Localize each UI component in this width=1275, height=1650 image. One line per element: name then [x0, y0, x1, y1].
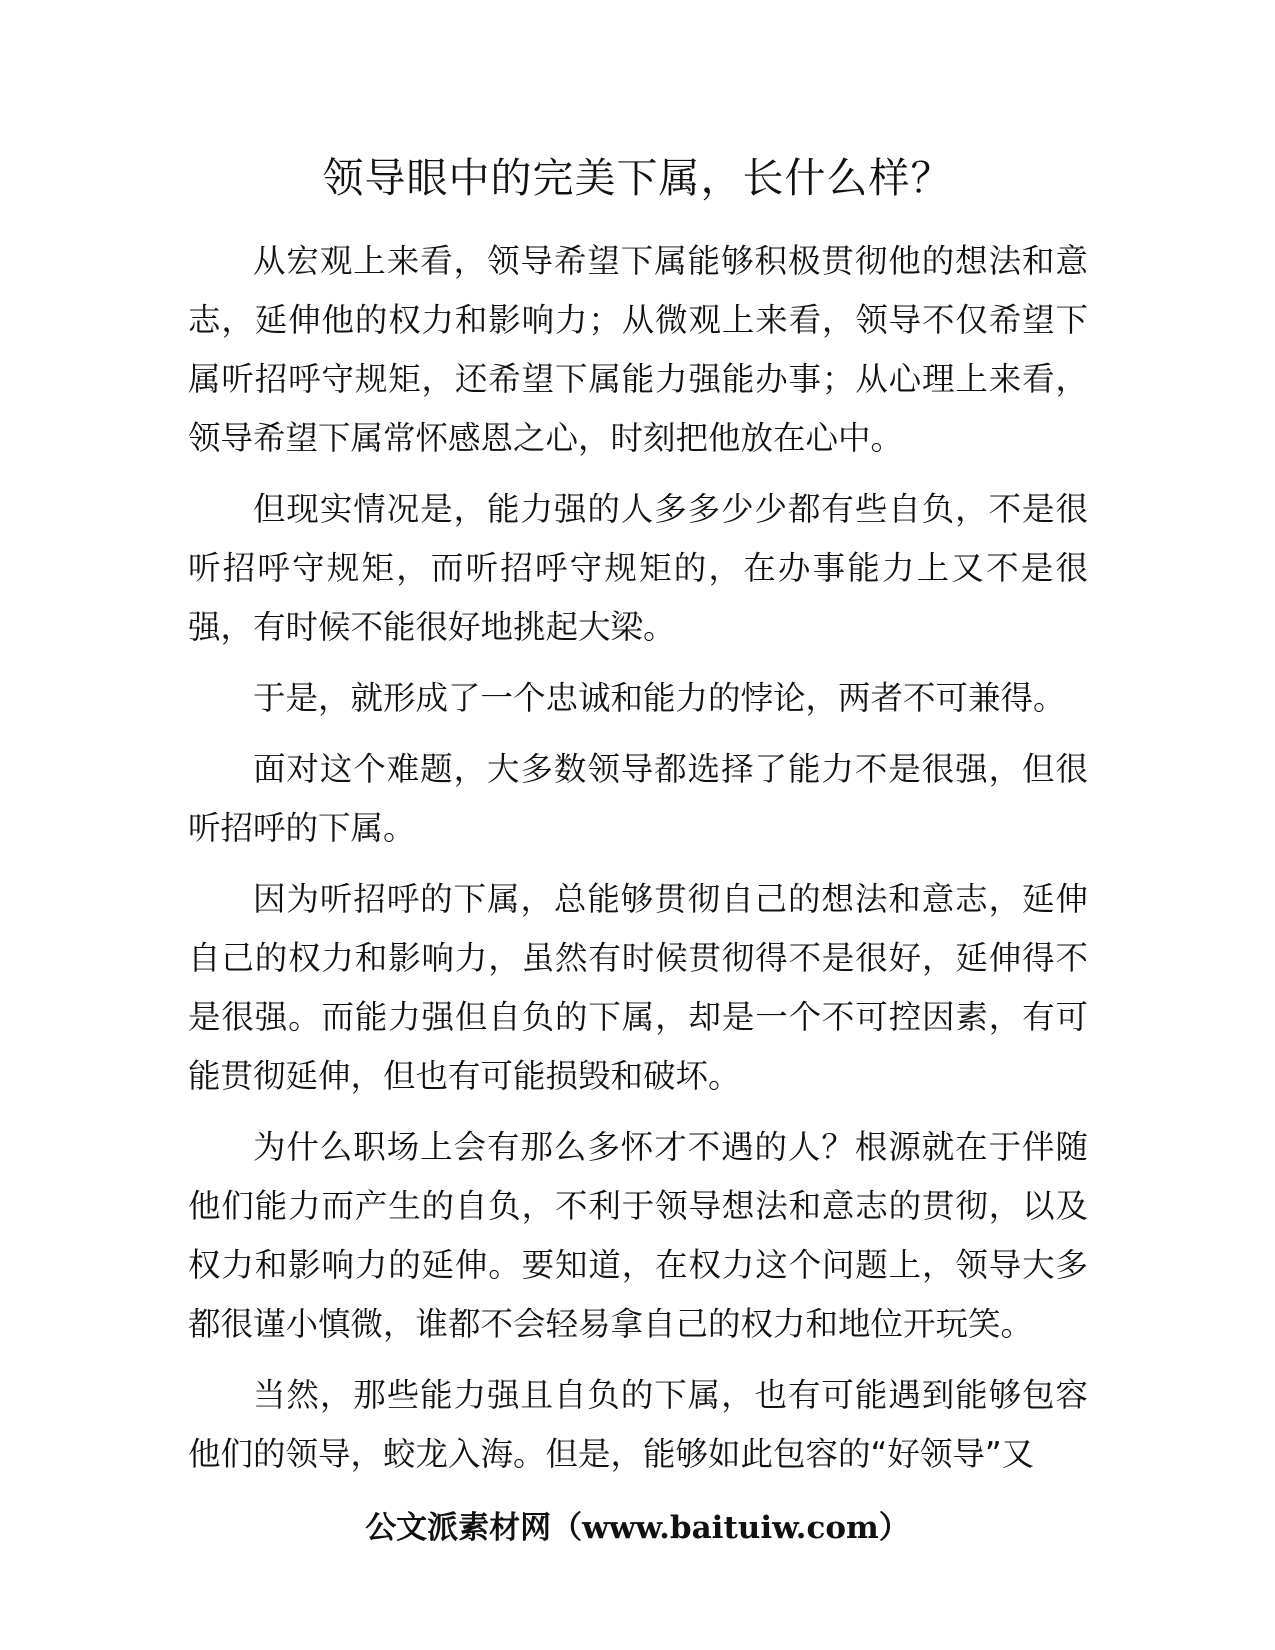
- paragraph: 面对这个难题，大多数领导都选择了能力不是很强，但很听招呼的下属。: [188, 750, 1088, 847]
- page-footer: 公文派素材网（www.baituiw.com）: [365, 1510, 910, 1546]
- document-body: [188, 232, 1088, 1496]
- document-title: 领导眼中的完美下属，长什么样？: [322, 154, 953, 202]
- paragraph: 当然，那些能力强且自负的下属，也有可能遇到能够包容他们的领导，蛟龙入海。但是，能够如此包容的“好领导”又: [188, 1376, 1088, 1473]
- paragraph: 因为听招呼的下属，总能够贯彻自己的想法和意志，延伸自己的权力和影响力，虽然有时候贯彻得不是很好，延伸得不是很强。而能力强但自负的下属，却是一个不可控因素，有可能贯彻延伸，但也有可能损毁和破坏。: [188, 880, 1088, 1095]
- paragraph: 但现实情况是，能力强的人多多少少都有些自负，不是很听招呼守规矩，而听招呼守规矩的，在办事能力上又不是很强，有时候不能很好地挑起大梁。: [188, 490, 1088, 646]
- paragraph: 从宏观上来看，领导希望下属能够积极贯彻他的想法和意志，延伸他的权力和影响力；从微观上来看，领导不仅希望下属听招呼守规矩，还希望下属能力强能办事；从心理上来看，领导希望下属常怀感恩之心，时刻把他放在心中。: [188, 242, 1088, 457]
- paragraph: 为什么职场上会有那么多怀才不遇的人？根源就在于伴随他们能力而产生的自负，不利于领导想法和意志的贯彻，以及权力和影响力的延伸。要知道，在权力这个问题上，领导大多都很谨小慎微，谁都不会轻易拿自己的权力和地位开玩笑。: [188, 1128, 1088, 1343]
- paragraph: 于是，就形成了一个忠诚和能力的悖论，两者不可兼得。: [253, 679, 1066, 717]
